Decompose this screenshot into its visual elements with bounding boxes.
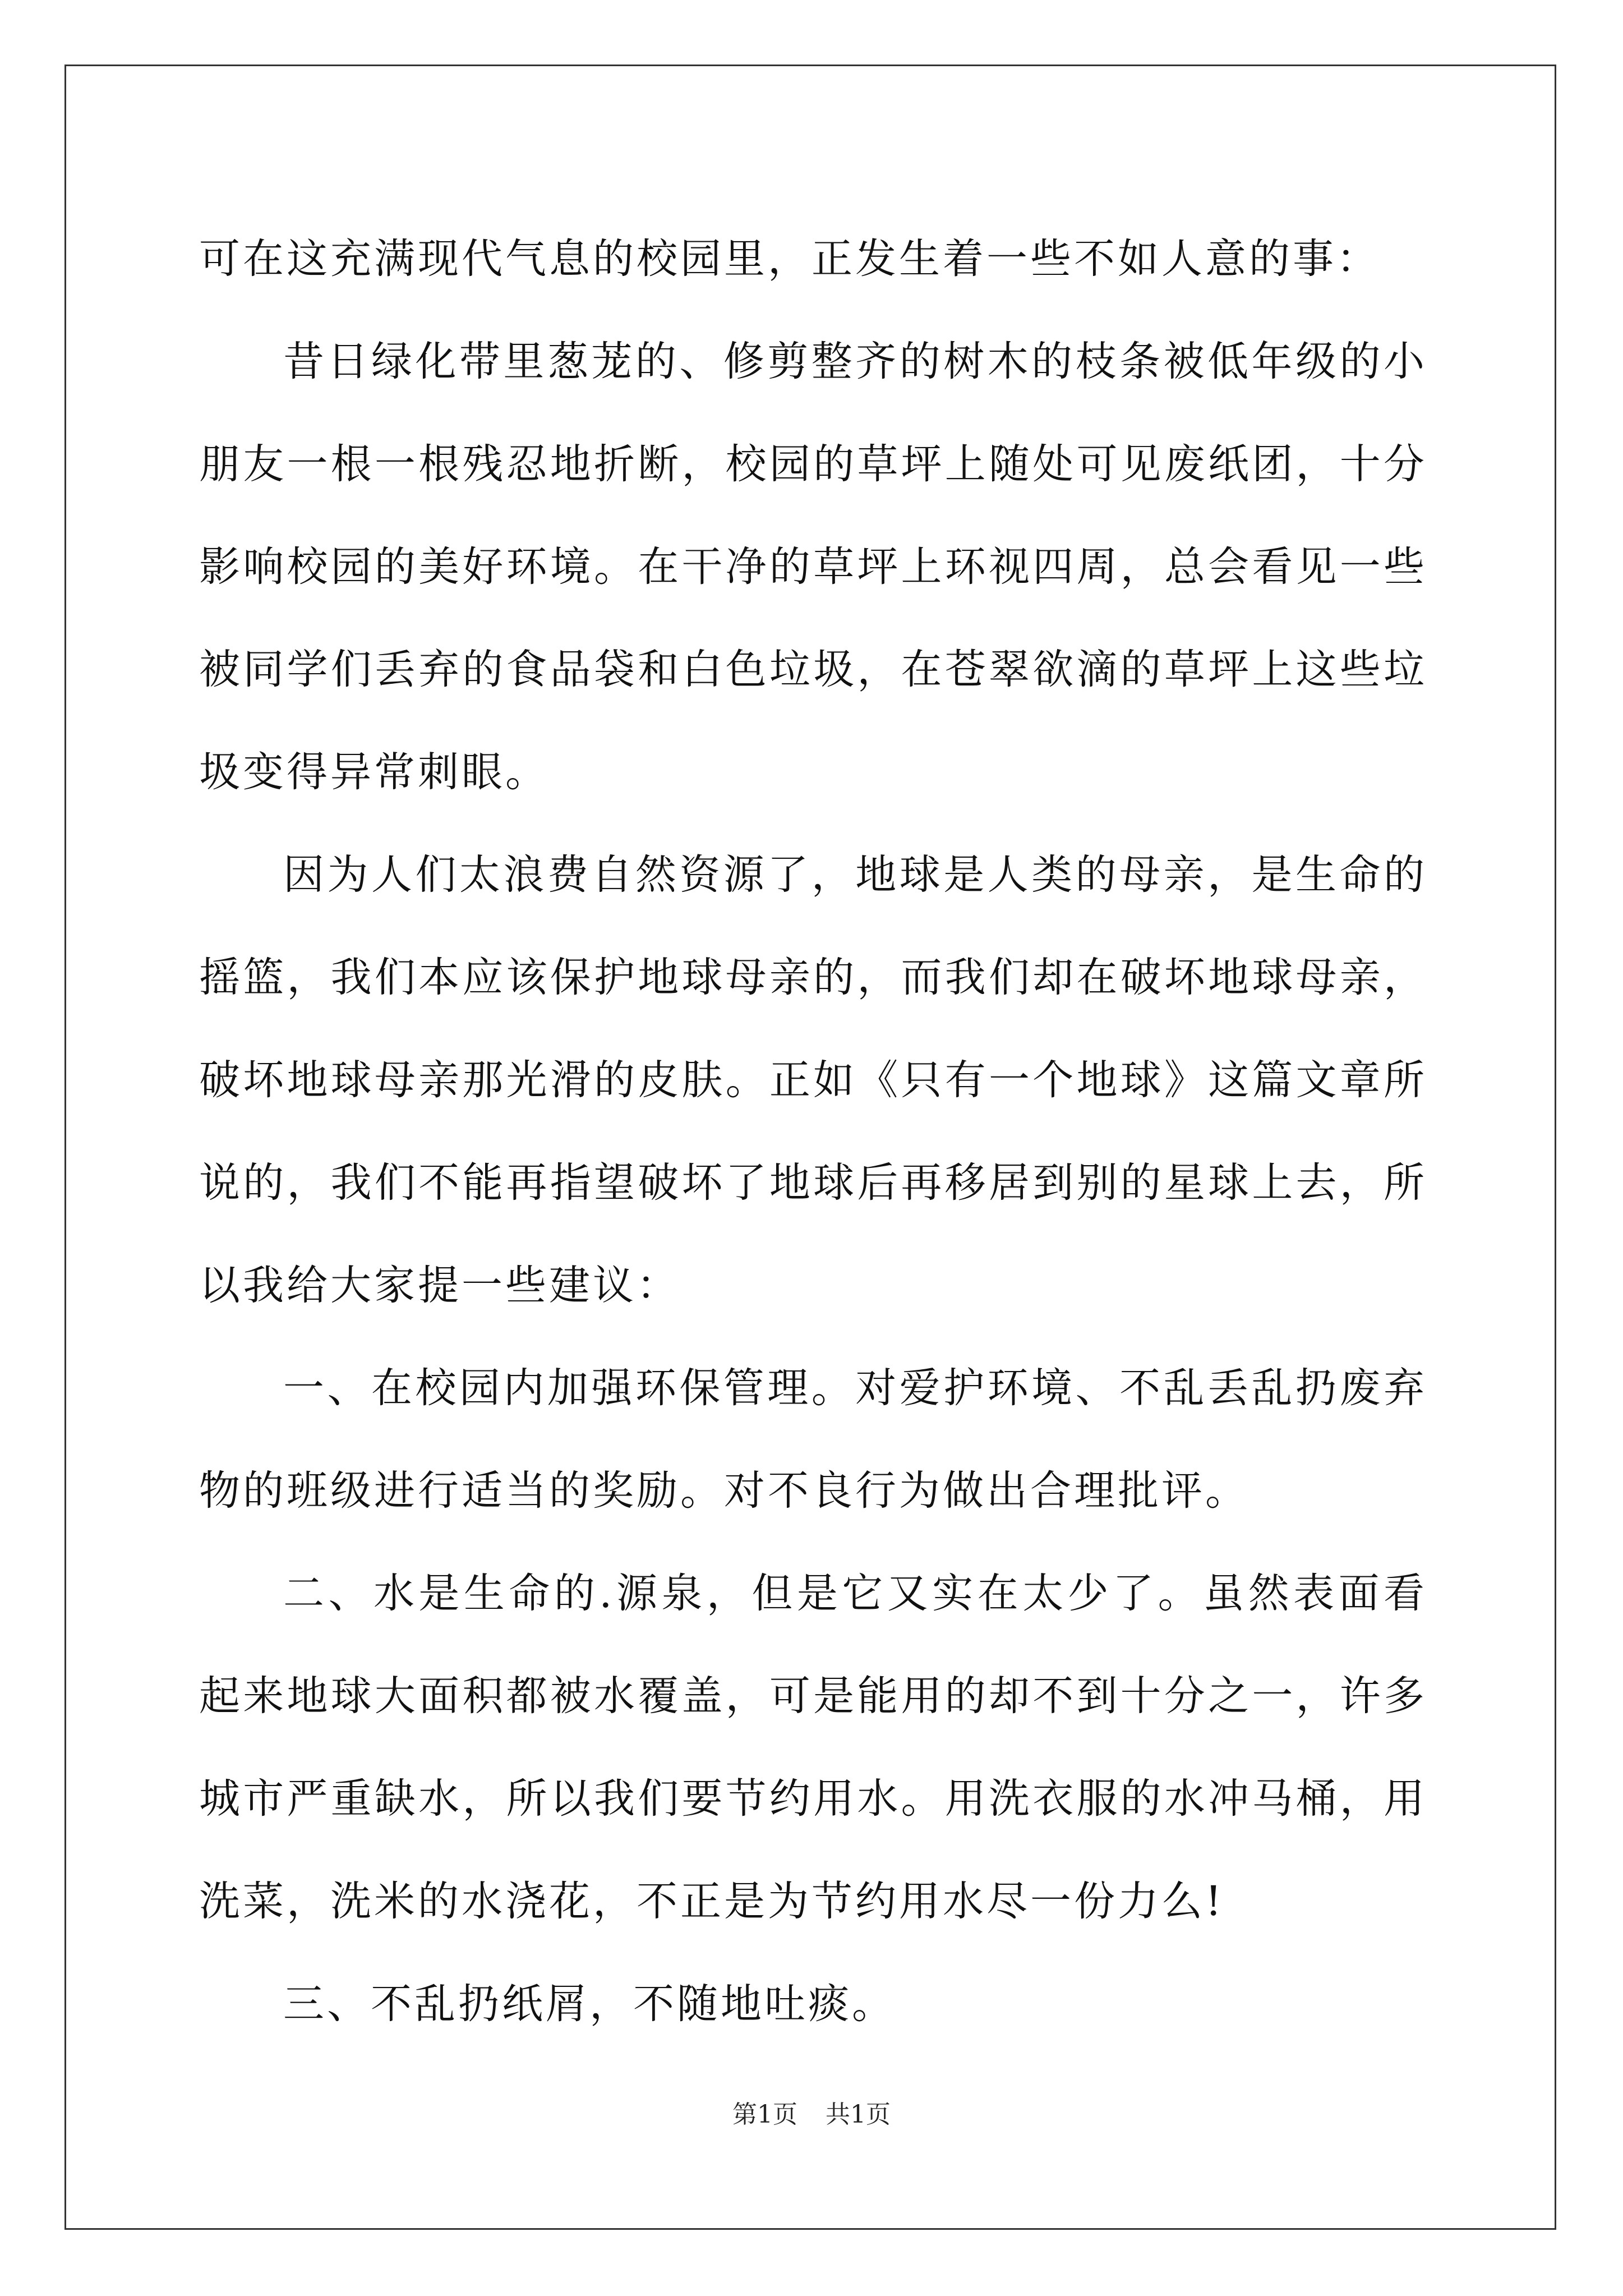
paragraph-5: 二、水是生命的.源泉，但是它又实在太少了。虽然表面看起来地球大面积都被水覆盖，可是能用的却不到十分之一，许多城市严重缺水，所以我们要节约用水。用洗衣服的水冲马桶，用洗菜，洗米的水浇花，不正是为节约用水尽一份力么! bbox=[199, 1570, 1427, 1925]
paragraph-1: 可在这充满现代气息的校园里，正发生着一些不如人意的事： bbox=[199, 235, 1380, 283]
paragraph-6: 三、不乱扔纸屑，不随地吐痰。 bbox=[283, 1980, 896, 2028]
paragraph-4: 一、在校园内加强环保管理。对爱护环境、不乱丢乱扔废弃物的班级进行适当的奖励。对不良行为做出合理批评。 bbox=[199, 1364, 1427, 1515]
document-body bbox=[199, 208, 1427, 2055]
paragraph-2: 昔日绿化带里葱茏的、修剪整齐的树木的枝条被低年级的小朋友一根一根残忍地折断，校园的草坪上随处可见废纸团，十分影响校园的美好环境。在干净的草坪上环视四周，总会看见一些被同学们丢弃的食品袋和白色垃圾，在苍翠欲滴的草坪上这些垃圾变得异常刺眼。 bbox=[199, 338, 1427, 796]
page-total: 共1页 bbox=[826, 2100, 891, 2129]
page-number: 第1页 bbox=[732, 2100, 797, 2129]
page-footer bbox=[0, 2098, 1623, 2132]
paragraph-3: 因为人们太浪费自然资源了，地球是人类的母亲，是生命的摇篮，我们本应该保护地球母亲的，而我们却在破坏地球母亲，破坏地球母亲那光滑的皮肤。正如《只有一个地球》这篇文章所说的，我们不能再指望破坏了地球后再移居到别的星球上去，所以我给大家提一些建议： bbox=[199, 851, 1427, 1309]
